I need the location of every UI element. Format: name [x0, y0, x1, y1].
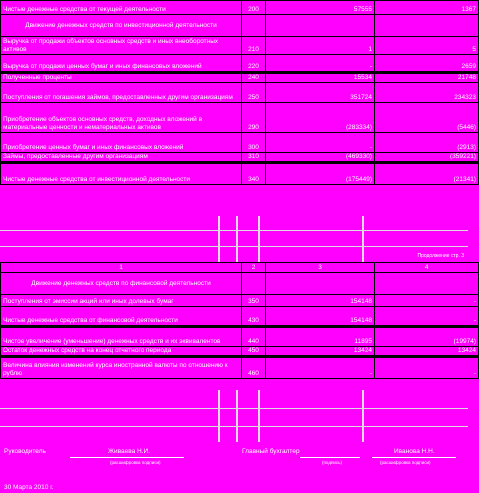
row-previous-value: 1367: [375, 1, 479, 15]
report-date: 30 Марта 2010 г.: [4, 484, 54, 491]
head-name: Живаева Н.И.: [108, 448, 151, 455]
row-code: 440: [242, 327, 266, 347]
row-code: 450: [242, 347, 266, 357]
row-current-value: 154148: [266, 307, 375, 327]
row-name: Чистые денежные средства от инвестиционной деятельности: [1, 163, 242, 185]
row-name: Чистое увеличение (уменьшение) денежных средств и их эквивалентов: [1, 327, 242, 347]
column-number: 1: [1, 263, 242, 273]
head-name-line: [100, 457, 184, 458]
row-code: 430: [242, 307, 266, 327]
row-current-value: 154148: [266, 295, 375, 307]
cash-flow-financing-table: [0, 262, 479, 379]
row-code: 290: [242, 103, 266, 133]
column-number: 3: [266, 263, 375, 273]
page-note: Продолжение стр. 3: [417, 253, 464, 259]
accountant-caption: (расшифровка подписи): [380, 460, 431, 465]
accountant-signature-line: [300, 457, 360, 458]
row-previous-value: [375, 273, 479, 295]
table-row: [1, 307, 479, 327]
row-current-value: (469330): [266, 153, 375, 163]
row-current-value: [266, 273, 375, 295]
row-name: Выручка от продажи объектов основных средств и иных внеоборотных активов: [1, 37, 242, 55]
row-previous-value: -: [375, 307, 479, 327]
row-previous-value: (5446): [375, 103, 479, 133]
row-code: 460: [242, 357, 266, 379]
row-previous-value: (2913): [375, 133, 479, 153]
row-current-value: (283334): [266, 103, 375, 133]
row-previous-value: (359221): [375, 153, 479, 163]
row-current-value: [266, 15, 375, 37]
row-name: Чистые денежные средства от текущей деятельности: [1, 1, 242, 15]
row-previous-value: 21748: [375, 73, 479, 83]
table-row: [1, 357, 479, 379]
table-row: [1, 133, 479, 153]
row-code: 340: [242, 163, 266, 185]
row-current-value: 351724: [266, 83, 375, 103]
row-code: [242, 15, 266, 37]
row-name: Остаток денежных средств на конец отчетного периода: [1, 347, 242, 357]
row-previous-value: (19974): [375, 327, 479, 347]
divider: [0, 408, 468, 409]
row-code: 220: [242, 55, 266, 73]
row-previous-value: 2659: [375, 55, 479, 73]
row-name: Полученные проценты: [1, 73, 242, 83]
accountant-name-line: [372, 457, 456, 458]
row-name: Приобретение ценных бумаг и иных финансовых вложений: [1, 133, 242, 153]
row-code: 300: [242, 133, 266, 153]
row-current-value: -: [266, 357, 375, 379]
table-row: [1, 83, 479, 103]
row-previous-value: (21341): [375, 163, 479, 185]
row-code: 210: [242, 37, 266, 55]
table-row: [1, 1, 479, 15]
row-current-value: 57555: [266, 1, 375, 15]
column-guide: [236, 390, 238, 442]
column-guide: [218, 390, 220, 442]
table-row: [1, 55, 479, 73]
row-current-value: -: [266, 55, 375, 73]
row-current-value: 1: [266, 37, 375, 55]
column-guide: [236, 216, 238, 262]
row-name: Движение денежных средств по финансовой деятельности: [1, 273, 242, 295]
divider: [0, 246, 468, 247]
section-header-row: [1, 273, 479, 295]
column-guide: [258, 216, 260, 262]
head-caption: (расшифровка подписи): [110, 460, 161, 465]
row-code: 200: [242, 1, 266, 15]
accountant-label: Главный бухгалтер: [242, 448, 300, 455]
divider: [0, 426, 468, 427]
column-number-row: [1, 263, 479, 273]
row-code: 250: [242, 83, 266, 103]
column-number: 2: [242, 263, 266, 273]
row-previous-value: -: [375, 295, 479, 307]
table-row: [1, 73, 479, 83]
row-previous-value: -: [375, 357, 479, 379]
column-guide: [362, 390, 364, 442]
cash-flow-investing-table: [0, 0, 479, 185]
table-row: [1, 103, 479, 133]
row-current-value: -: [266, 133, 375, 153]
table-row: [1, 327, 479, 347]
head-label: Руководитель: [4, 448, 46, 455]
table-row: [1, 163, 479, 185]
accountant-name: Иванова Н.Н.: [394, 448, 435, 455]
row-code: 350: [242, 295, 266, 307]
row-name: Чистые денежные средства от финансовой деятельности: [1, 307, 242, 327]
row-previous-value: 13424: [375, 347, 479, 357]
table-row: [1, 347, 479, 357]
column-guide: [218, 216, 220, 262]
row-name: Движение денежных средств по инвестиционной деятельности: [1, 15, 242, 37]
row-code: [242, 273, 266, 295]
divider: [0, 230, 468, 231]
table-row: [1, 37, 479, 55]
row-code: 240: [242, 73, 266, 83]
table-row: [1, 295, 479, 307]
column-guide: [362, 216, 364, 262]
row-previous-value: [375, 15, 479, 37]
row-name: Приобретение объектов основных средств, доходных вложений в материальные ценности и нематериальных активов: [1, 103, 242, 133]
column-guide: [258, 390, 260, 442]
row-name: Поступления от погашения займов, предоставленных другим организациям: [1, 83, 242, 103]
column-number: 4: [375, 263, 479, 273]
row-name: Выручка от продажи ценных бумаг и иных финансовых вложений: [1, 55, 242, 73]
row-current-value: (175449): [266, 163, 375, 185]
row-previous-value: 234323: [375, 83, 479, 103]
row-name: Займы, предоставленные другим организациям: [1, 153, 242, 163]
row-current-value: 13424: [266, 347, 375, 357]
row-current-value: 15534: [266, 73, 375, 83]
row-code: 310: [242, 153, 266, 163]
row-previous-value: 5: [375, 37, 479, 55]
table-row: [1, 153, 479, 163]
row-current-value: 11895: [266, 327, 375, 347]
row-name: Поступления от эмиссии акций или иных долевых бумаг: [1, 295, 242, 307]
row-name: Величина влияния изменений курса иностранной валюты по отношению к рублю: [1, 357, 242, 379]
accountant-sign-caption: (подпись): [322, 460, 343, 465]
section-header-row: [1, 15, 479, 37]
